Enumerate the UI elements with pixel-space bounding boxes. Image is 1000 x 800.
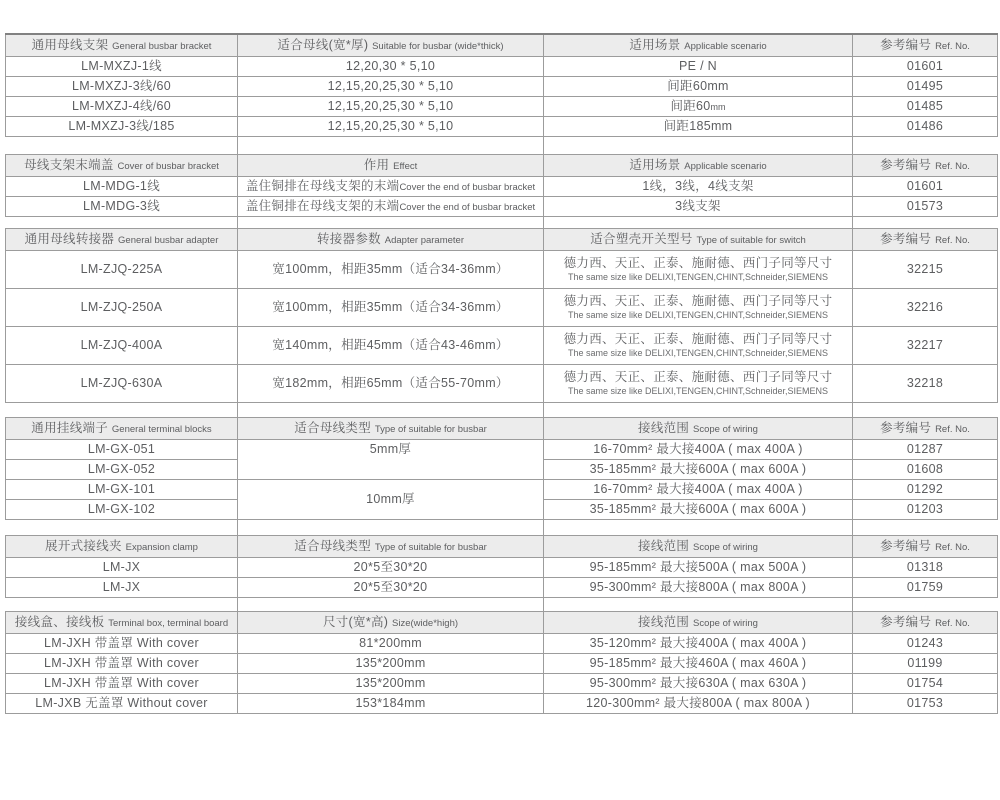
header-label-zh: 尺寸(宽*高) — [322, 615, 389, 630]
cell-text: 盖住铜排在母线支架的末端 — [245, 179, 400, 194]
table-cell: 135*200mm — [238, 654, 544, 674]
gap-cell — [238, 217, 544, 229]
header-label-en: Expansion clamp — [125, 542, 198, 554]
header-label-zh: 适合塑壳开关型号 — [590, 232, 693, 247]
table-cell: 32218 — [853, 365, 998, 403]
cell-text: 德力西、天正、正泰、施耐德、西门子同等尺寸 — [563, 332, 833, 347]
section-header-row-general-busbar-adapter — [6, 229, 998, 251]
table-cell: LM-JXH 带盖罩 With cover — [6, 634, 238, 654]
header-label-en: Terminal box, terminal board — [108, 618, 229, 630]
header-label-zh: 作用 — [363, 158, 390, 173]
header-label-en: Type of suitable for busbar — [374, 424, 487, 436]
table-cell — [238, 177, 544, 197]
table-cell: LM-JXH 带盖罩 With cover — [6, 674, 238, 694]
header-label-en: Adapter parameter — [384, 235, 464, 247]
table-cell: 32215 — [853, 251, 998, 289]
header-label-en: Ref. No. — [935, 161, 970, 173]
cell-text: 德力西、天正、正泰、施耐德、西门子同等尺寸 — [563, 370, 833, 385]
gap-cell — [6, 598, 238, 612]
table-cell: LM-JX — [6, 558, 238, 578]
table-cell: 12,15,20,25,30 * 5,10 — [238, 77, 544, 97]
catalog-table-body — [6, 34, 998, 714]
table-cell: 宽100mm，相距35mm（适合34-36mm） — [238, 289, 544, 327]
header-label-zh: 通用母线支架 — [31, 38, 109, 53]
header-label-en: Type of suitable for switch — [696, 235, 806, 247]
header-label-zh: 适合母线类型 — [294, 421, 372, 436]
header-label-zh: 接线范围 — [638, 539, 690, 554]
table-cell: LM-GX-101 — [6, 480, 238, 500]
table-row — [6, 694, 998, 714]
table-cell: LM-GX-052 — [6, 460, 238, 480]
header-label-en: Ref. No. — [935, 618, 970, 630]
column-header — [853, 229, 998, 251]
section-gap-row — [6, 598, 998, 612]
table-cell: 16-70mm² 最大接400A ( max 400A ) — [544, 440, 853, 460]
table-cell: PE / N — [544, 57, 853, 77]
table-cell: 01485 — [853, 97, 998, 117]
table-cell: 12,15,20,25,30 * 5,10 — [238, 117, 544, 137]
table-cell: 20*5至30*20 — [238, 558, 544, 578]
table-cell: 01601 — [853, 177, 998, 197]
gap-cell — [853, 137, 998, 155]
header-label-zh: 展开式接线夹 — [45, 539, 122, 554]
table-row — [6, 251, 998, 289]
column-header — [238, 536, 544, 558]
cell-subtext: Cover the end of busbar bracket — [399, 202, 536, 214]
column-header — [238, 418, 544, 440]
product-catalog-table — [5, 33, 998, 714]
section-gap-row — [6, 520, 998, 536]
table-row — [6, 97, 998, 117]
column-header — [544, 229, 853, 251]
table-cell: LM-MXZJ-4线/60 — [6, 97, 238, 117]
gap-cell — [238, 598, 544, 612]
table-cell — [544, 365, 853, 403]
table-cell: LM-MXZJ-3线/185 — [6, 117, 238, 137]
header-label-zh: 转接器参数 — [316, 232, 381, 247]
table-cell: LM-JX — [6, 578, 238, 598]
column-header — [853, 536, 998, 558]
table-row — [6, 480, 998, 500]
header-label-zh: 参考编号 — [880, 615, 932, 630]
table-cell: 81*200mm — [238, 634, 544, 654]
gap-cell — [853, 403, 998, 418]
table-cell: 16-70mm² 最大接400A ( max 400A ) — [544, 480, 853, 500]
cell-text: mm — [710, 102, 726, 113]
table-cell: LM-ZJQ-225A — [6, 251, 238, 289]
table-cell: 01754 — [853, 674, 998, 694]
column-header — [238, 155, 544, 177]
header-label-en: Cover of busbar bracket — [117, 161, 219, 173]
table-cell: LM-ZJQ-400A — [6, 327, 238, 365]
column-header — [544, 155, 853, 177]
cell-text: 间距60 — [670, 99, 711, 114]
header-label-zh: 适用场景 — [629, 158, 681, 173]
section-header-row-terminal-box-terminal-board — [6, 612, 998, 634]
header-label-en: Size(wide*high) — [392, 618, 459, 630]
column-header — [6, 418, 238, 440]
gap-cell — [853, 598, 998, 612]
column-header — [544, 34, 853, 57]
cell-subtext: Cover the end of busbar bracket — [399, 182, 536, 194]
table-cell: LM-GX-051 — [6, 440, 238, 460]
column-header — [544, 418, 853, 440]
table-row — [6, 177, 998, 197]
table-cell: 01287 — [853, 440, 998, 460]
header-label-en: General terminal blocks — [111, 424, 212, 436]
header-label-zh: 参考编号 — [880, 38, 932, 53]
column-header — [6, 612, 238, 634]
cell-subtext: The same size like DELIXI,TENGEN,CHINT,Schneider,SIEMENS — [567, 310, 829, 321]
cell-subtext: The same size like DELIXI,TENGEN,CHINT,Schneider,SIEMENS — [567, 272, 829, 283]
table-cell: 35-185mm² 最大接600A ( max 600A ) — [544, 500, 853, 520]
table-cell: 01199 — [853, 654, 998, 674]
section-header-row-general-busbar-bracket — [6, 34, 998, 57]
table-row — [6, 634, 998, 654]
table-cell — [544, 251, 853, 289]
table-row — [6, 197, 998, 217]
gap-cell — [853, 520, 998, 536]
header-label-en: Suitable for busbar (wide*thick) — [372, 41, 504, 53]
table-cell: 宽182mm，相距65mm（适合55-70mm） — [238, 365, 544, 403]
header-label-zh: 参考编号 — [880, 539, 932, 554]
table-cell — [544, 289, 853, 327]
table-row — [6, 558, 998, 578]
header-label-en: Scope of wiring — [693, 618, 758, 630]
table-cell: 20*5至30*20 — [238, 578, 544, 598]
cell-text: 10mm厚 — [366, 492, 415, 507]
table-cell: 95-185mm² 最大接460A ( max 460A ) — [544, 654, 853, 674]
gap-cell — [544, 520, 853, 536]
table-cell: LM-GX-102 — [6, 500, 238, 520]
table-row — [6, 327, 998, 365]
section-header-row-expansion-clamp — [6, 536, 998, 558]
table-row — [6, 365, 998, 403]
column-header — [6, 34, 238, 57]
table-row — [6, 117, 998, 137]
table-cell: 01753 — [853, 694, 998, 714]
table-cell: 135*200mm — [238, 674, 544, 694]
column-header — [853, 155, 998, 177]
table-cell: 1线，3线，4线支架 — [544, 177, 853, 197]
table-cell: 01495 — [853, 77, 998, 97]
column-header — [6, 229, 238, 251]
table-cell: 间距185mm — [544, 117, 853, 137]
header-label-en: Ref. No. — [935, 41, 970, 53]
header-label-zh: 适合母线类型 — [294, 539, 372, 554]
gap-cell — [238, 403, 544, 418]
table-cell: LM-ZJQ-630A — [6, 365, 238, 403]
gap-cell — [544, 217, 853, 229]
table-cell — [238, 440, 544, 480]
table-row — [6, 77, 998, 97]
table-cell: 12,15,20,25,30 * 5,10 — [238, 97, 544, 117]
table-cell: 01486 — [853, 117, 998, 137]
header-label-zh: 参考编号 — [880, 232, 932, 247]
table-cell — [544, 327, 853, 365]
table-row — [6, 440, 998, 460]
table-cell: 01759 — [853, 578, 998, 598]
table-row — [6, 57, 998, 77]
table-cell — [544, 97, 853, 117]
table-cell: 01292 — [853, 480, 998, 500]
table-cell: LM-MDG-3线 — [6, 197, 238, 217]
table-cell: 32217 — [853, 327, 998, 365]
section-gap-row — [6, 137, 998, 155]
table-row — [6, 289, 998, 327]
gap-cell — [6, 520, 238, 536]
column-header — [853, 34, 998, 57]
header-label-zh: 接线范围 — [638, 615, 690, 630]
header-label-zh: 参考编号 — [880, 158, 932, 173]
table-cell: 01203 — [853, 500, 998, 520]
table-cell: 01573 — [853, 197, 998, 217]
table-cell: 01243 — [853, 634, 998, 654]
header-label-zh: 参考编号 — [880, 421, 932, 436]
table-cell — [238, 480, 544, 520]
gap-cell — [238, 520, 544, 536]
table-cell: 间距60mm — [544, 77, 853, 97]
table-cell: 95-300mm² 最大接630A ( max 630A ) — [544, 674, 853, 694]
table-cell: 35-120mm² 最大接400A ( max 400A ) — [544, 634, 853, 654]
gap-cell — [544, 598, 853, 612]
table-cell: LM-ZJQ-250A — [6, 289, 238, 327]
table-row — [6, 674, 998, 694]
header-label-zh: 适合母线(宽*厚) — [277, 38, 369, 53]
cell-text: 德力西、天正、正泰、施耐德、西门子同等尺寸 — [563, 256, 833, 271]
header-label-en: General busbar bracket — [112, 41, 212, 53]
table-cell: 宽140mm，相距45mm（适合43-46mm） — [238, 327, 544, 365]
header-label-zh: 接线范围 — [638, 421, 690, 436]
column-header — [544, 612, 853, 634]
column-header — [238, 612, 544, 634]
column-header — [544, 536, 853, 558]
header-label-en: Ref. No. — [935, 235, 970, 247]
table-cell: LM-MXZJ-3线/60 — [6, 77, 238, 97]
table-cell: 95-185mm² 最大接500A ( max 500A ) — [544, 558, 853, 578]
cell-text: 盖住铜排在母线支架的末端 — [245, 199, 400, 214]
table-cell: 01608 — [853, 460, 998, 480]
table-cell: LM-MXZJ-1线 — [6, 57, 238, 77]
table-cell: LM-JXB 无盖罩 Without cover — [6, 694, 238, 714]
gap-cell — [6, 137, 238, 155]
gap-cell — [544, 137, 853, 155]
section-gap-row — [6, 217, 998, 229]
gap-cell — [853, 217, 998, 229]
table-cell: 153*184mm — [238, 694, 544, 714]
table-cell: 95-300mm² 最大接800A ( max 800A ) — [544, 578, 853, 598]
gap-cell — [238, 137, 544, 155]
header-label-en: General busbar adapter — [118, 235, 219, 247]
table-cell — [238, 197, 544, 217]
column-header — [6, 155, 238, 177]
header-label-en: Applicable scenario — [684, 161, 767, 173]
header-label-en: Type of suitable for busbar — [374, 542, 487, 554]
header-label-zh: 通用母线转接器 — [24, 232, 115, 247]
header-label-en: Ref. No. — [935, 424, 970, 436]
table-cell: LM-JXH 带盖罩 With cover — [6, 654, 238, 674]
gap-cell — [544, 403, 853, 418]
header-label-zh: 接线盒、接线板 — [14, 615, 105, 630]
table-cell: 01601 — [853, 57, 998, 77]
table-cell: 3线支架 — [544, 197, 853, 217]
column-header — [6, 536, 238, 558]
cell-text: 德力西、天正、正泰、施耐德、西门子同等尺寸 — [563, 294, 833, 309]
section-header-row-cover-of-busbar-bracket — [6, 155, 998, 177]
table-cell: 12,20,30 * 5,10 — [238, 57, 544, 77]
table-row — [6, 578, 998, 598]
header-label-zh: 通用挂线端子 — [31, 421, 109, 436]
section-gap-row — [6, 403, 998, 418]
column-header — [238, 229, 544, 251]
table-row — [6, 654, 998, 674]
catalog-page — [5, 33, 998, 714]
table-cell: 120-300mm² 最大接800A ( max 800A ) — [544, 694, 853, 714]
header-label-en: Scope of wiring — [693, 424, 758, 436]
table-cell: 宽100mm，相距35mm（适合34-36mm） — [238, 251, 544, 289]
header-label-en: Applicable scenario — [684, 41, 767, 53]
header-label-en: Ref. No. — [935, 542, 970, 554]
header-label-en: Effect — [393, 161, 418, 173]
column-header — [853, 612, 998, 634]
column-header — [853, 418, 998, 440]
cell-subtext: The same size like DELIXI,TENGEN,CHINT,Schneider,SIEMENS — [567, 386, 829, 397]
gap-cell — [6, 217, 238, 229]
header-label-zh: 母线支架末端盖 — [24, 158, 114, 173]
table-cell: 01318 — [853, 558, 998, 578]
section-header-row-general-terminal-blocks — [6, 418, 998, 440]
table-cell: 35-185mm² 最大接600A ( max 600A ) — [544, 460, 853, 480]
cell-subtext: The same size like DELIXI,TENGEN,CHINT,Schneider,SIEMENS — [567, 348, 829, 359]
header-label-en: Scope of wiring — [693, 542, 758, 554]
table-cell: 32216 — [853, 289, 998, 327]
column-header — [238, 34, 544, 57]
gap-cell — [6, 403, 238, 418]
header-label-zh: 适用场景 — [629, 38, 681, 53]
cell-text: 5mm厚 — [369, 442, 412, 456]
table-cell: LM-MDG-1线 — [6, 177, 238, 197]
